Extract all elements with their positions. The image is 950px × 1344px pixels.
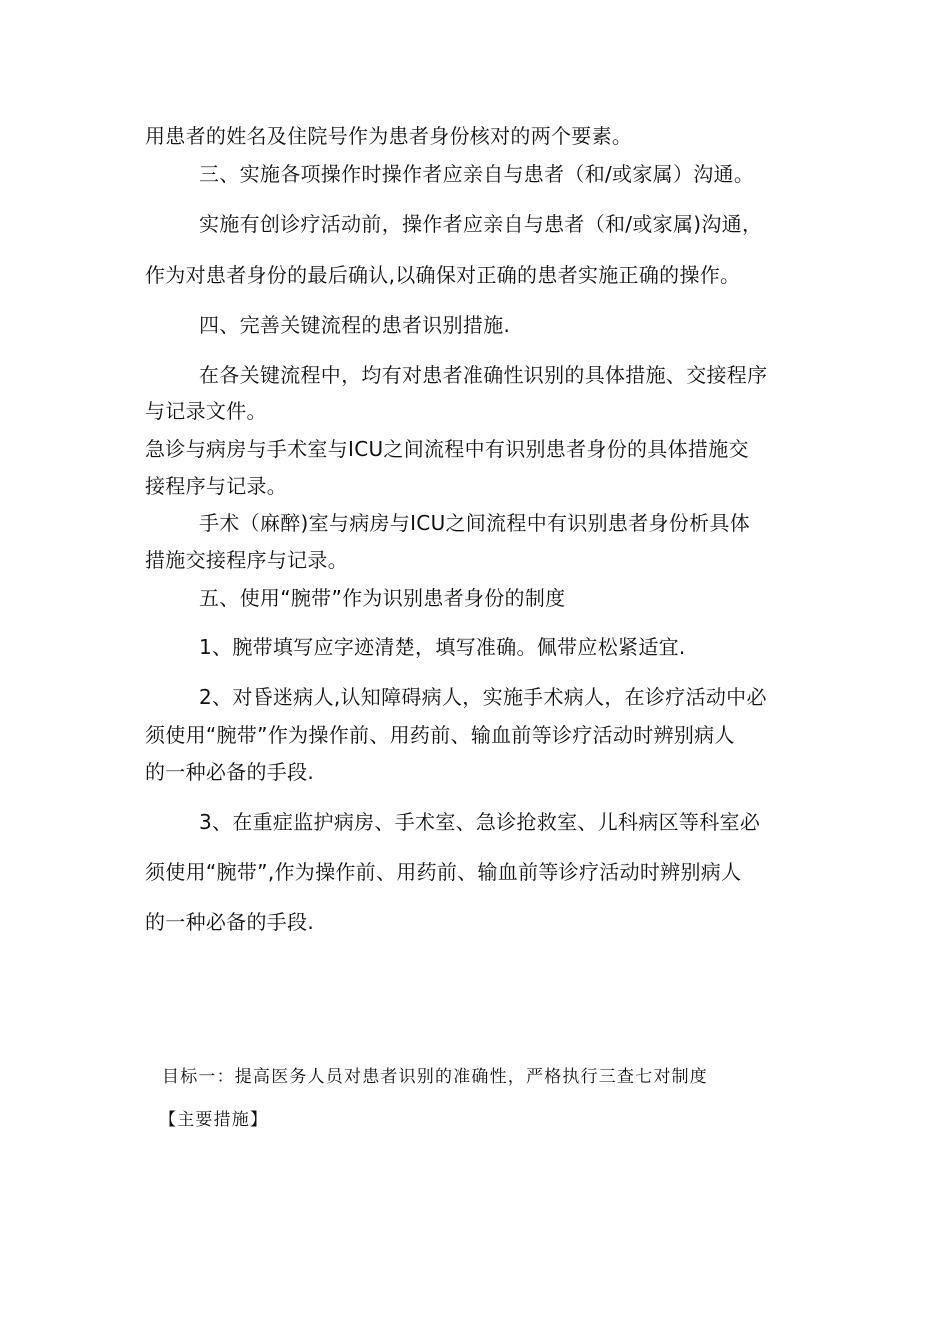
list-item-1: 1、腕带填写应字迹清楚，填写准确。佩带应松紧适宜. [199, 635, 686, 659]
section-heading-4: 四、完善关键流程的患者识别措施. [199, 313, 511, 337]
paragraph-line: 急诊与病房与手术室与ICU之间流程中有识别患者身份的具体措施交 [145, 437, 749, 461]
list-item-3: 3、在重症监护病房、手术室、急诊抢救室、儿科病区等科室必 [199, 810, 761, 834]
paragraph-line: 措施交接程序与记录。 [145, 548, 348, 572]
paragraph-line: 与记录文件。 [145, 399, 267, 423]
goal-title: 目标一：提高医务人员对患者识别的准确性，严格执行三查七对制度 [162, 1067, 708, 1087]
paragraph-line: 的一种必备的手段. [145, 910, 315, 934]
paragraph-line: 接程序与记录。 [145, 474, 288, 498]
paragraph-line: 在各关键流程中，均有对患者准确性识别的具体措施、交接程序 [199, 363, 768, 387]
section-heading-5: 五、使用“腕带”作为识别患者身份的制度 [199, 586, 566, 610]
paragraph-line: 须使用“腕带”,作为操作前、用药前、输血前等诊疗活动时辨别病人 [145, 860, 742, 884]
paragraph-line: 用患者的姓名及住院号作为患者身份核对的两个要素。 [145, 124, 633, 148]
paragraph-line: 的一种必备的手段. [145, 760, 315, 784]
paragraph-line: 须使用“腕带”作为操作前、用药前、输血前等诊疗活动时辨别病人 [145, 723, 735, 747]
section-heading-3: 三、实施各项操作时操作者应亲自与患者（和/或家属）沟通。 [199, 162, 755, 186]
paragraph-line: 手术（麻醉)室与病房与ICU之间流程中有识别患者身份析具体 [199, 511, 751, 535]
paragraph-line: 作为对患者身份的最后确认,以确保对正确的患者实施正确的操作。 [145, 263, 741, 287]
list-item-2: 2、对昏迷病人,认知障碍病人，实施手术病人，在诊疗活动中必 [199, 685, 767, 709]
measures-heading: 【主要措施】 [159, 1110, 269, 1130]
paragraph-line: 实施有创诊疗活动前，操作者应亲自与患者（和/或家属)沟通， [199, 212, 763, 236]
